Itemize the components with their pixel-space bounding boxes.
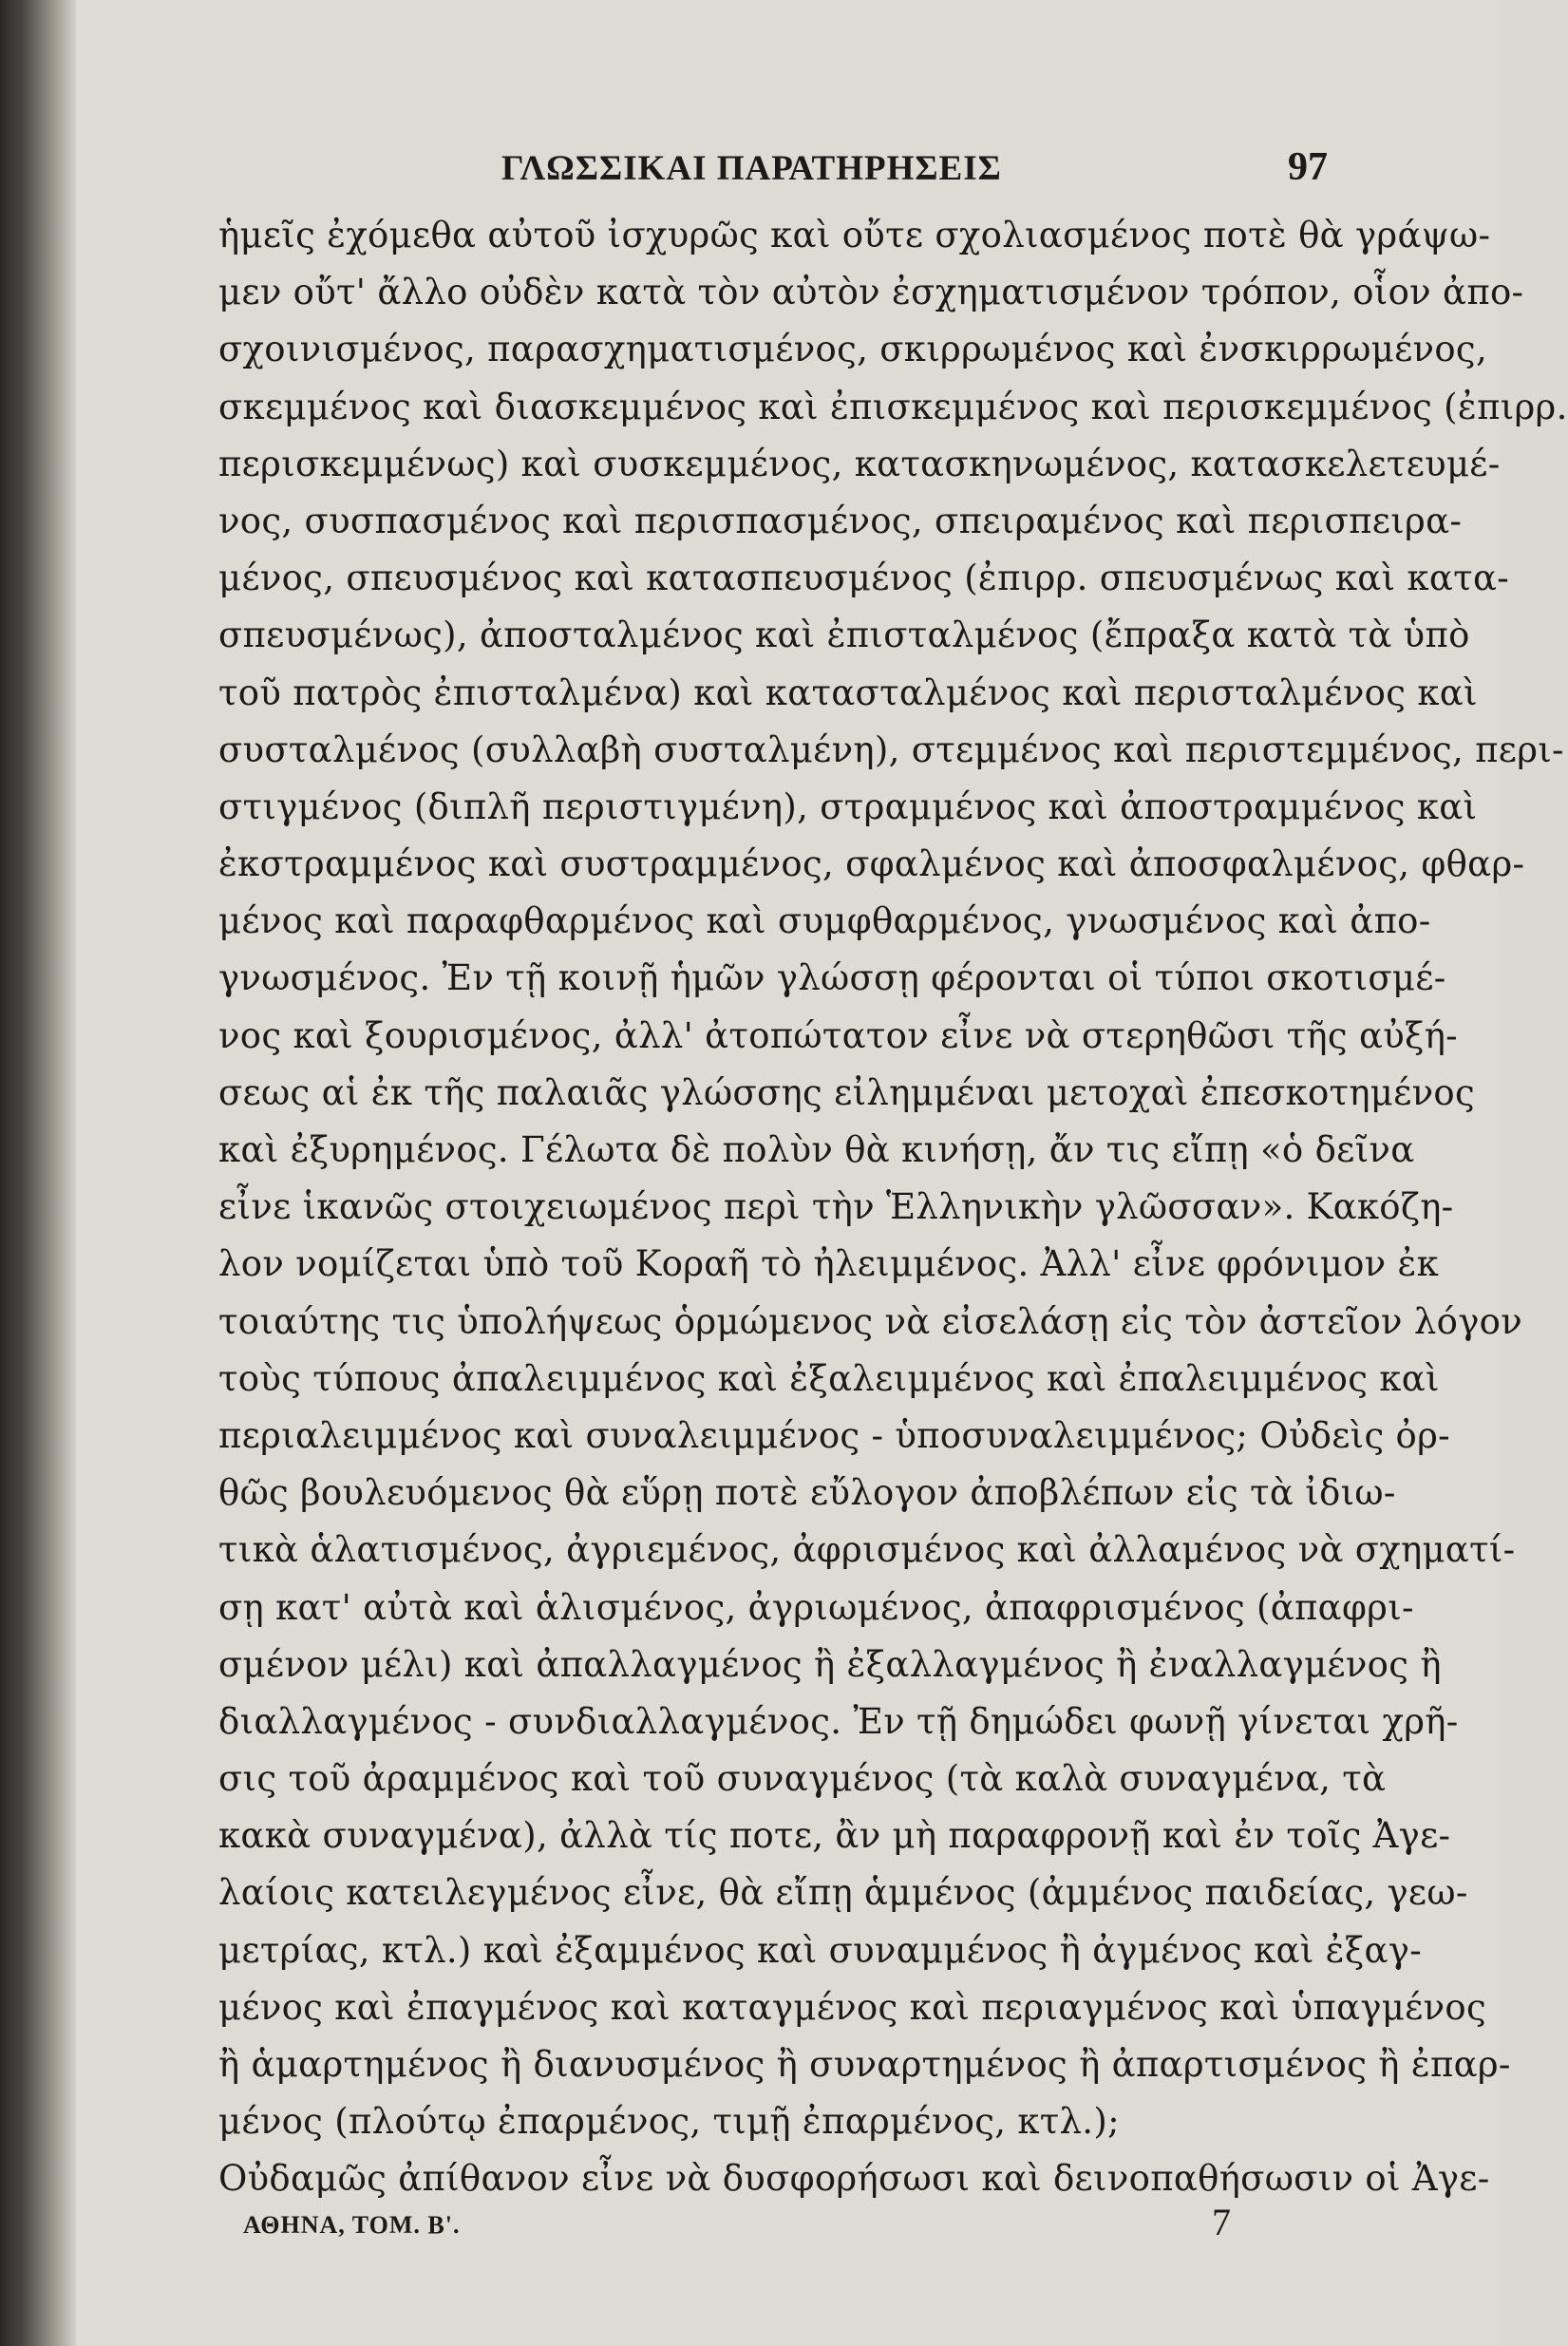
text-line: ἡμεῖς ἐχόμεθα αὐτοῦ ἰσχυρῶς καὶ οὔτε σχολιασμένος ποτὲ θὰ γράψω- [218, 215, 1491, 255]
page-header [501, 145, 1328, 196]
running-title: ΓΛΩΣΣΙΚΑΙ ΠΑΡΑΤΗΡΗΣΕΙΣ [501, 149, 1002, 188]
text-line: κακὰ συναγμένα), ἀλλὰ τίς ποτε, ἂν μὴ παραφρονῇ καὶ ἐν τοῖς Ἀγε- [218, 1815, 1451, 1857]
page-footer [243, 2200, 1231, 2247]
text-line: καὶ ἐξυρημένος. Γέλωτα δὲ πολὺν θὰ κινήσῃ, ἄν τις εἴπῃ «ὁ δεῖνα [218, 1129, 1415, 1170]
text-line: τοῦ πατρὸς ἐπισταλμένα) καὶ κατασταλμένος καὶ περισταλμένος καὶ [218, 672, 1478, 713]
text-line: νος, συσπασμένος καὶ περισπασμένος, σπειραμένος καὶ περισπειρα- [218, 500, 1463, 541]
text-line: στιγμένος (διπλῆ περιστιγμένη), στραμμένος καὶ ἀποστραμμένος καὶ [218, 785, 1478, 827]
text-line: τοὺς τύπους ἀπαλειμμένος καὶ ἐξαλειμμένος καὶ ἐπαλειμμένος καὶ [218, 1357, 1440, 1399]
body-text [218, 207, 1568, 2208]
text-line: νος καὶ ξουρισμένος, ἀλλ' ἀτοπώτατον εἶνε νὰ στερηθῶσι τῆς αὐξή- [218, 1014, 1458, 1056]
text-line: γνωσμένος. Ἐν τῇ κοινῇ ἡμῶν γλώσσῃ φέρονται οἱ τύποι σκοτισμέ- [218, 957, 1446, 999]
signature-mark: ΑΘΗΝΑ, ΤΟΜ. Β'. [243, 2211, 461, 2239]
text-line: τοιαύτης τις ὑπολήψεως ὁρμώμενος νὰ εἰσελάσῃ εἰς τὸν ἀστεῖον λόγον [218, 1300, 1523, 1342]
text-line: μεν οὔτ' ἄλλο οὐδὲν κατὰ τὸν αὐτὸν ἐσχηματισμένον τρόπον, οἷον ἀπο- [218, 272, 1524, 313]
page-number: 97 [1288, 145, 1328, 189]
text-line: εἶνε ἱκανῶς στοιχειωμένος περὶ τὴν Ἑλληνικὴν γλῶσσαν». Κακόζη- [218, 1186, 1454, 1228]
text-line: σῃ κατ' αὐτὰ καὶ ἁλισμένος, ἀγριωμένος, ἀπαφρισμένος (ἀπαφρι- [218, 1586, 1414, 1628]
text-line: λον νομίζεται ὑπὸ τοῦ Κοραῆ τὸ ἠλειμμένος. Ἀλλ' εἶνε φρόνιμον ἐκ [218, 1243, 1440, 1285]
text-line: σχοινισμένος, παρασχηματισμένος, σκιρρωμένος καὶ ἐνσκιρρωμένος, [218, 329, 1488, 370]
text-line: σις τοῦ ἀραμμένος καὶ τοῦ συναγμένος (τὰ καλὰ συναγμένα, τὰ [218, 1758, 1387, 1800]
text-line: τικὰ ἁλατισμένος, ἀγριεμένος, ἀφρισμένος καὶ ἀλλαμένος νὰ σχηματί- [218, 1529, 1516, 1571]
text-line: ἐκστραμμένος καὶ συστραμμένος, σφαλμένος καὶ ἀποσφαλμένος, φθαρ- [218, 843, 1525, 885]
text-line: λαίοις κατειλεγμένος εἶνε, θὰ εἴπῃ ἁμμένος (ἀμμένος παιδείας, γεω- [218, 1872, 1468, 1914]
text-line: σεως αἱ ἐκ τῆς παλαιᾶς γλώσσης εἰλημμέναι μετοχαὶ ἐπεσκοτημένος [218, 1071, 1475, 1113]
text-line: σπευσμένως), ἀποσταλμένος καὶ ἐπισταλμένος (ἔπραξα κατὰ τὰ ὑπὸ [218, 615, 1470, 656]
text-line: μετρίας, κτλ.) καὶ ἐξαμμένος καὶ συναμμένος ἢ ἀγμένος καὶ ἐξαγ- [218, 1929, 1423, 1971]
text-line: μένος καὶ παραφθαρμένος καὶ συμφθαρμένος, γνωσμένος καὶ ἀπο- [218, 900, 1431, 942]
text-line: θῶς βουλευόμενος θὰ εὕρῃ ποτὲ εὔλογον ἀποβλέπων εἰς τὰ ἰδιω- [218, 1472, 1396, 1514]
text-line: μένος (πλούτῳ ἐπαρμένος, τιμῇ ἐπαρμένος, κτλ.); [218, 2101, 1120, 2143]
text-line: σμένον μέλι) καὶ ἀπαλλαγμένος ἢ ἐξαλλαγμένος ἢ ἐναλλαγμένος ἢ [218, 1643, 1442, 1685]
text-line: μένος, σπευσμένος καὶ κατασπευσμένος (ἐπιρρ. σπευσμένως καὶ κατα- [218, 558, 1510, 599]
text-line: περισκεμμένως) καὶ συσκεμμένος, κατασκηνωμένος, κατασκελετευμέ- [218, 443, 1501, 484]
text-line: συσταλμένος (συλλαβὴ συσταλμένη), στεμμένος καὶ περιστεμμένος, περι- [218, 728, 1564, 770]
text-line: μένος καὶ ἐπαγμένος καὶ καταγμένος καὶ περιαγμένος καὶ ὑπαγμένος [218, 1986, 1486, 2028]
text-line: ἢ ἁμαρτημένος ἢ διανυσμένος ἢ συναρτημένος ἢ ἀπαρτισμένος ἢ ἐπαρ- [218, 2044, 1511, 2085]
book-binding-shadow [0, 0, 76, 2346]
text-line: Οὐδαμῶς ἀπίθανον εἶνε νὰ δυσφορήσωσι καὶ δεινοπαθήσωσιν οἱ Ἀγε- [218, 2158, 1490, 2200]
text-line: διαλλαγμένος - συνδιαλλαγμένος. Ἐν τῇ δημώδει φωνῇ γίνεται χρῆ- [218, 1700, 1459, 1742]
text-line: περιαλειμμένος καὶ συναλειμμένος - ὑποσυναλειμμένος; Οὐδεὶς ὀρ- [218, 1414, 1450, 1456]
sheet-number: 7 [1212, 2201, 1231, 2243]
book-page [76, 0, 1568, 2346]
text-line: σκεμμένος καὶ διασκεμμένος καὶ ἐπισκεμμένος καὶ περισκεμμένος (ἐπιρρ. [218, 386, 1568, 427]
